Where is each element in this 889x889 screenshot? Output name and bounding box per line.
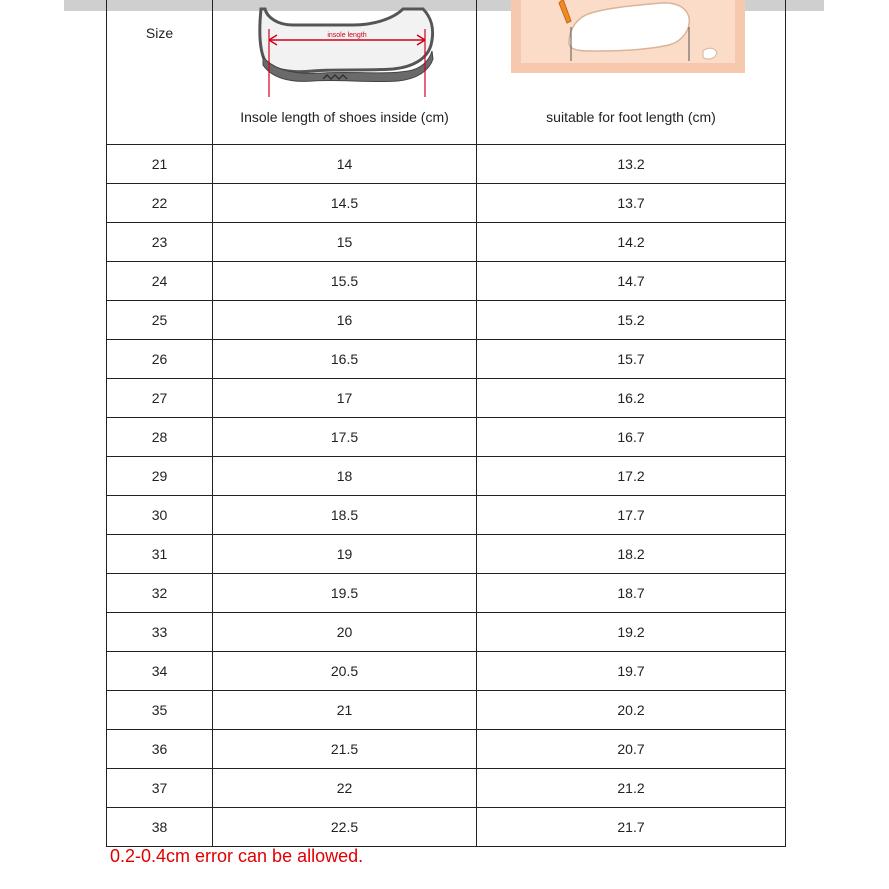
table-row (107, 262, 786, 301)
cell-size: 31 (107, 535, 213, 574)
table-row (107, 457, 786, 496)
size-chart-table (106, 0, 786, 847)
table-row (107, 301, 786, 340)
header-insole-cell (213, 0, 477, 145)
cell-foot: 20.2 (477, 691, 786, 730)
table-row (107, 691, 786, 730)
cell-insole: 16.5 (213, 340, 477, 379)
cell-size: 30 (107, 496, 213, 535)
table-row (107, 496, 786, 535)
cell-foot: 13.2 (477, 145, 786, 184)
table-row (107, 613, 786, 652)
cell-insole: 22.5 (213, 808, 477, 847)
shoe-label: insole length (327, 32, 367, 39)
header-foot: suitable for foot length (cm) (546, 109, 716, 125)
table-row (107, 145, 786, 184)
header-insole: Insole length of shoes inside (cm) (240, 109, 449, 125)
table-row (107, 808, 786, 847)
cell-foot: 19.2 (477, 613, 786, 652)
cell-insole: 16 (213, 301, 477, 340)
cell-size: 21 (107, 145, 213, 184)
cell-foot: 16.2 (477, 379, 786, 418)
cell-foot: 16.7 (477, 418, 786, 457)
header-row (107, 0, 786, 145)
cell-size: 27 (107, 379, 213, 418)
cell-insole: 18.5 (213, 496, 477, 535)
table-row (107, 340, 786, 379)
cell-foot: 13.7 (477, 184, 786, 223)
cell-size: 29 (107, 457, 213, 496)
cell-foot: 17.2 (477, 457, 786, 496)
cell-insole: 19 (213, 535, 477, 574)
header-size: Size (145, 25, 174, 41)
cell-insole: 19.5 (213, 574, 477, 613)
cell-foot: 20.7 (477, 730, 786, 769)
cell-insole: 21 (213, 691, 477, 730)
cell-size: 25 (107, 301, 213, 340)
cell-size: 34 (107, 652, 213, 691)
cell-size: 35 (107, 691, 213, 730)
table-row (107, 418, 786, 457)
table-row (107, 574, 786, 613)
cell-insole: 20 (213, 613, 477, 652)
cell-insole: 15 (213, 223, 477, 262)
cell-size: 32 (107, 574, 213, 613)
table-row (107, 652, 786, 691)
cell-foot: 21.7 (477, 808, 786, 847)
cell-foot: 15.7 (477, 340, 786, 379)
cell-insole: 15.5 (213, 262, 477, 301)
cell-size: 22 (107, 184, 213, 223)
cell-insole: 18 (213, 457, 477, 496)
cell-size: 33 (107, 613, 213, 652)
cell-size: 26 (107, 340, 213, 379)
cell-size: 37 (107, 769, 213, 808)
cell-size: 28 (107, 418, 213, 457)
cell-size: 38 (107, 808, 213, 847)
header-foot-cell (477, 0, 786, 145)
foot-measure-icon (511, 0, 745, 75)
cell-size: 23 (107, 223, 213, 262)
cell-foot: 19.7 (477, 652, 786, 691)
cell-foot: 15.2 (477, 301, 786, 340)
table-row (107, 730, 786, 769)
cell-insole: 22 (213, 769, 477, 808)
cell-foot: 14.7 (477, 262, 786, 301)
header-size-cell (107, 0, 213, 145)
table-row (107, 184, 786, 223)
cell-size: 36 (107, 730, 213, 769)
table-row (107, 223, 786, 262)
cell-size: 24 (107, 262, 213, 301)
table-row (107, 535, 786, 574)
table-row (107, 379, 786, 418)
cell-foot: 21.2 (477, 769, 786, 808)
cell-insole: 17 (213, 379, 477, 418)
cell-foot: 17.7 (477, 496, 786, 535)
cell-insole: 20.5 (213, 652, 477, 691)
cell-insole: 14.5 (213, 184, 477, 223)
cell-insole: 21.5 (213, 730, 477, 769)
error-note: 0.2-0.4cm error can be allowed. (110, 846, 364, 866)
table-row (107, 769, 786, 808)
cell-foot: 18.2 (477, 535, 786, 574)
shoe-insole-icon (253, 0, 437, 97)
cell-foot: 18.7 (477, 574, 786, 613)
cell-foot: 14.2 (477, 223, 786, 262)
cell-insole: 17.5 (213, 418, 477, 457)
cell-insole: 14 (213, 145, 477, 184)
